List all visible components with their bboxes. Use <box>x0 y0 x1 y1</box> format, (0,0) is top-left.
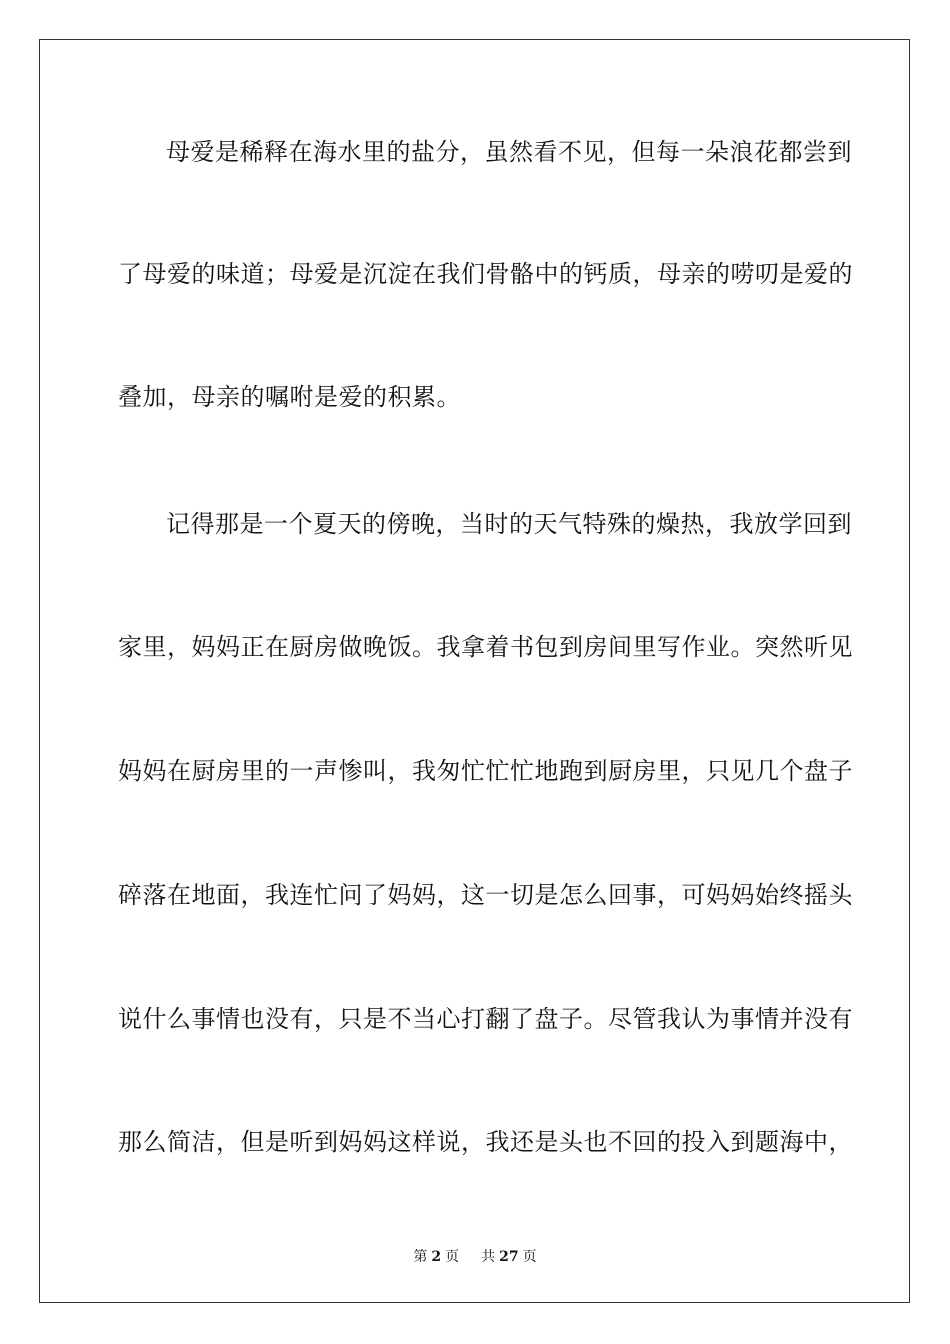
paragraph-2-line-5: 说什么事情也没有，只是不当心打翻了盘子。尽管我认为事情并没有 <box>118 1005 853 1033</box>
paragraph-1-line-2: 了母爱的味道；母爱是沉淀在我们骨骼中的钙质，母亲的唠叨是爱的 <box>118 260 853 288</box>
paragraph-1-line-3: 叠加，母亲的嘱咐是爱的积累。 <box>118 383 461 411</box>
page-prefix: 第 <box>413 1249 428 1265</box>
total-suffix: 页 <box>522 1249 537 1265</box>
paragraph-1-line-1: 母爱是稀释在海水里的盐分，虽然看不见，但每一朵浪花都尝到 <box>166 138 852 166</box>
page-footer <box>0 1248 950 1266</box>
paragraph-2-line-3: 妈妈在厨房里的一声惨叫，我匆忙忙忙地跑到厨房里，只见几个盘子 <box>118 757 853 785</box>
paragraph-2-line-4: 碎落在地面，我连忙问了妈妈，这一切是怎么回事，可妈妈始终摇头 <box>118 881 853 909</box>
total-prefix: 共 <box>481 1249 496 1265</box>
paragraph-2-line-1: 记得那是一个夏天的傍晚，当时的天气特殊的燥热，我放学回到 <box>166 510 852 538</box>
total-pages: 27 <box>499 1249 519 1265</box>
page-suffix: 页 <box>445 1249 460 1265</box>
paragraph-2-line-2: 家里，妈妈正在厨房做晚饭。我拿着书包到房间里写作业。突然听见 <box>118 633 853 661</box>
paragraph-2-line-6: 那么简洁，但是听到妈妈这样说，我还是头也不回的投入到题海中， <box>118 1128 853 1156</box>
page-number: 2 <box>431 1249 442 1265</box>
page-border <box>39 39 910 1303</box>
